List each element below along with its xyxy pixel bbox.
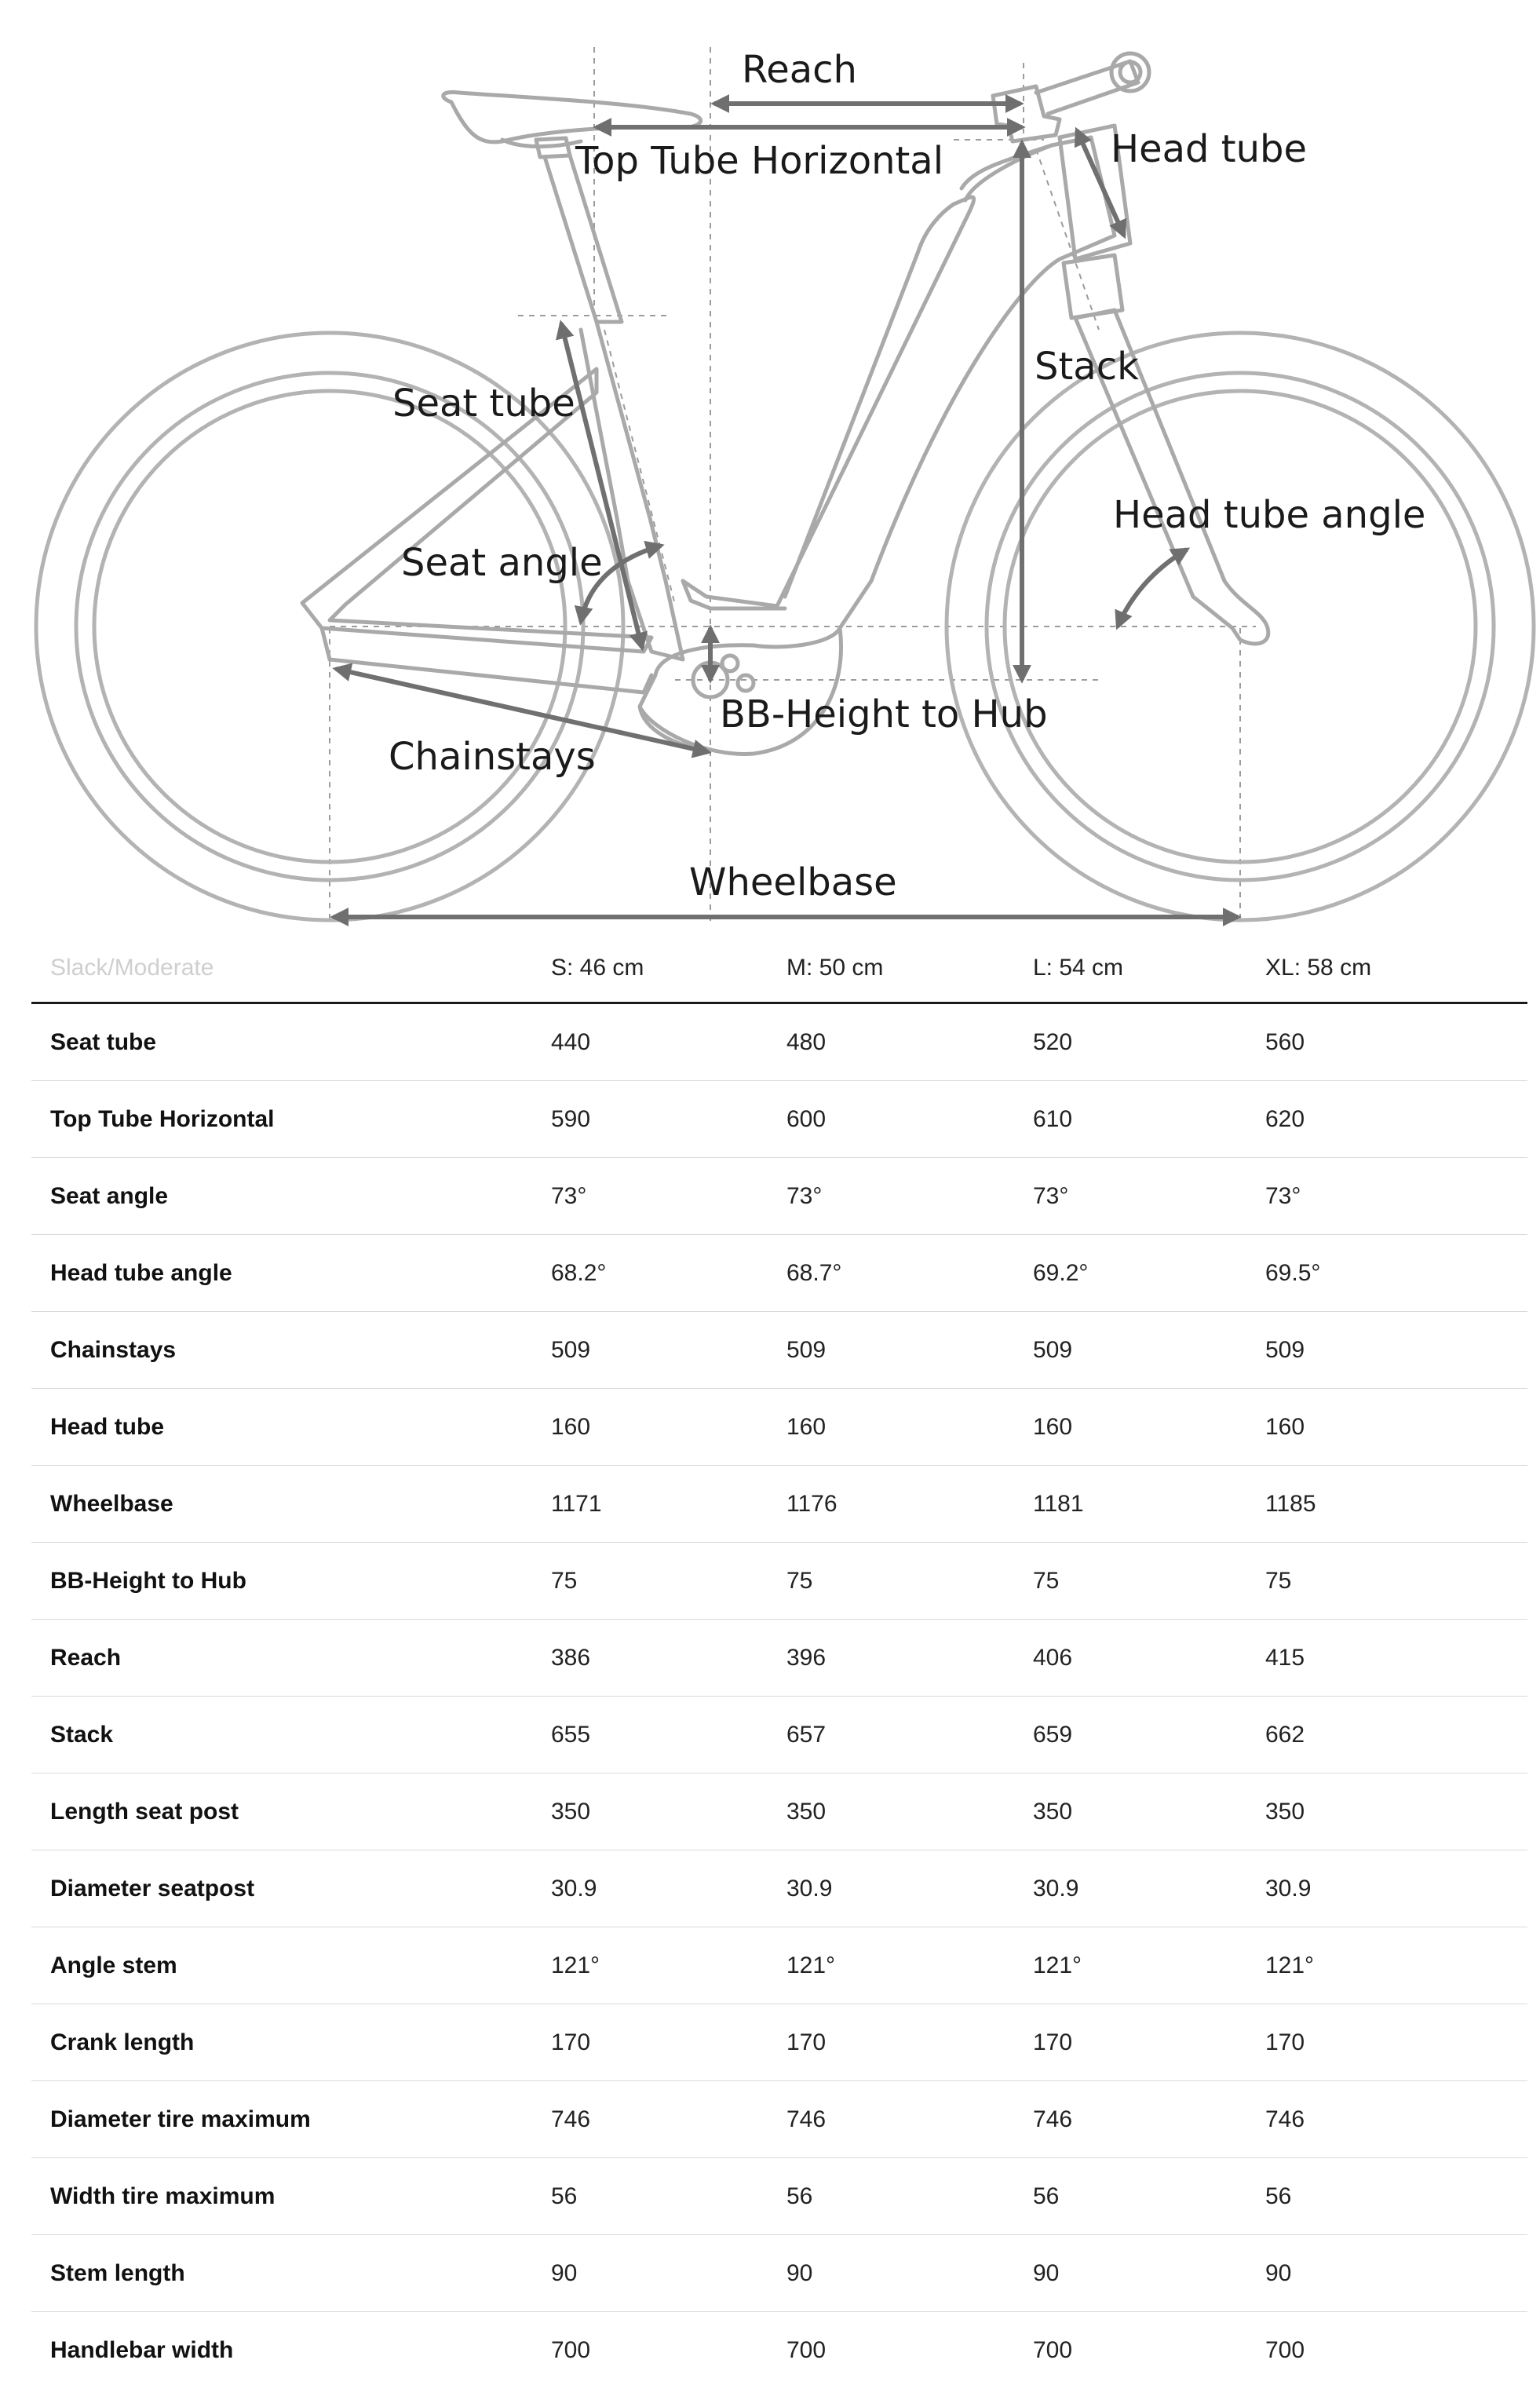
table-cell: 746: [768, 2081, 1014, 2158]
table-cell: 700: [786, 2336, 827, 2363]
table-cell: 590: [532, 1081, 768, 1158]
table-cell: 509: [1246, 1312, 1527, 1389]
table-cell: 520: [1014, 1003, 1246, 1081]
table-cell: 160: [1246, 1389, 1527, 1466]
table-cell: 600: [768, 1081, 1014, 1158]
table-cell: 69.2°: [1014, 1235, 1246, 1312]
table-cell: 170: [1246, 2004, 1527, 2081]
geometry-table: [31, 934, 1527, 2388]
table-cell: 350: [1246, 1774, 1527, 1850]
table-cell: 170: [768, 2004, 1014, 2081]
table-cell: 406: [1014, 1620, 1246, 1697]
table-row: [31, 2081, 1527, 2158]
size-header: XL: 58 cm: [1246, 934, 1527, 1003]
table-row: [31, 1081, 1527, 1158]
table-cell: 75: [1246, 1543, 1527, 1620]
table-cell: 170: [532, 2004, 768, 2081]
table-cell: 160: [768, 1389, 1014, 1466]
table-row: [31, 2004, 1527, 2081]
table-cell: 121°: [1246, 1927, 1527, 2004]
table-cell: 350: [532, 1774, 768, 1850]
row-label: Seat tube: [31, 1003, 532, 1081]
table-cell: 700: [551, 2336, 591, 2363]
size-header: M: 50 cm: [768, 934, 1014, 1003]
table-cell: 68.2°: [532, 1235, 768, 1312]
table-cell: 90: [1014, 2235, 1246, 2312]
label-wheelbase: Wheelbase: [689, 860, 897, 904]
row-label: Angle stem: [31, 1927, 532, 2004]
table-cell: 90: [1246, 2235, 1527, 2312]
table-row: [31, 1003, 1527, 1081]
row-label: Diameter tire maximum: [31, 2081, 532, 2158]
table-cell: 69.5°: [1246, 1235, 1527, 1312]
diagram-labels: [389, 48, 1425, 904]
table-cell: 662: [1246, 1697, 1527, 1774]
row-label: Wheelbase: [31, 1466, 532, 1543]
row-label: Head tube: [31, 1389, 532, 1466]
table-cell: 90: [768, 2235, 1014, 2312]
table-cell: 30.9: [532, 1850, 768, 1927]
table-cell: 75: [1014, 1543, 1246, 1620]
label-bb-height-to-hub: BB-Height to Hub: [720, 692, 1048, 736]
table-cell: 68.7°: [768, 1235, 1014, 1312]
table-row: [31, 1466, 1527, 1543]
table-cell: 746: [1014, 2081, 1246, 2158]
table-cell: 396: [768, 1620, 1014, 1697]
label-seat-tube: Seat tube: [392, 382, 575, 426]
table-cell: 350: [768, 1774, 1014, 1850]
table-cell: 56: [532, 2158, 768, 2235]
table-cell: 56: [1014, 2158, 1246, 2235]
row-label: Diameter seatpost: [31, 1850, 532, 1927]
table-row: [31, 1774, 1527, 1850]
table-cell: 659: [1014, 1697, 1246, 1774]
table-cell: 30.9: [768, 1850, 1014, 1927]
table-cell: 75: [532, 1543, 768, 1620]
table-cell: 509: [768, 1312, 1014, 1389]
row-label: Reach: [31, 1620, 532, 1697]
label-head-tube: Head tube: [1111, 127, 1308, 171]
table-cell: 1181: [1014, 1466, 1246, 1543]
table-cell: 350: [1014, 1774, 1246, 1850]
table-cell: 480: [768, 1003, 1014, 1081]
row-label: Chainstays: [31, 1312, 532, 1389]
table-row: [31, 1312, 1527, 1389]
table-cell: 90: [532, 2235, 768, 2312]
row-label: Crank length: [31, 2004, 532, 2081]
size-header: S: 46 cm: [532, 934, 768, 1003]
row-label: Seat angle: [31, 1158, 532, 1235]
label-head-tube-angle: Head tube angle: [1113, 493, 1426, 537]
table-row: [31, 2158, 1527, 2235]
label-reach: Reach: [742, 48, 857, 92]
table-cell: 746: [532, 2081, 768, 2158]
label-chainstays: Chainstays: [389, 735, 596, 779]
table-cell: 700: [1033, 2336, 1073, 2363]
table-row: [31, 2312, 1527, 2389]
table-cell: 73°: [532, 1158, 768, 1235]
table-row: [31, 1235, 1527, 1312]
table-row: [31, 1927, 1527, 2004]
table-cell: 56: [1246, 2158, 1527, 2235]
table-cell: 657: [768, 1697, 1014, 1774]
table-cell: 610: [1014, 1081, 1246, 1158]
row-label: Stem length: [31, 2235, 532, 2312]
table-cell: 30.9: [1246, 1850, 1527, 1927]
row-label: Length seat post: [31, 1774, 532, 1850]
table-cell: 1176: [768, 1466, 1014, 1543]
table-row: [31, 1850, 1527, 1927]
table-corner-label: Slack/Moderate: [31, 934, 532, 1003]
table-cell: 73°: [768, 1158, 1014, 1235]
table-cell: 386: [532, 1620, 768, 1697]
row-label: Top Tube Horizontal: [31, 1081, 532, 1158]
label-top-tube-horizontal: Top Tube Horizontal: [575, 139, 944, 183]
table-cell: 160: [532, 1389, 768, 1466]
table-cell: 121°: [768, 1927, 1014, 2004]
table-row: [31, 1543, 1527, 1620]
table-cell: 655: [532, 1697, 768, 1774]
table-row: [31, 1620, 1527, 1697]
bike-geometry-diagram: [0, 0, 1540, 934]
table-row: [31, 1697, 1527, 1774]
label-stack: Stack: [1035, 345, 1139, 389]
row-label: Head tube angle: [31, 1235, 532, 1312]
table-cell: 73°: [1014, 1158, 1246, 1235]
size-header: L: 54 cm: [1014, 934, 1246, 1003]
table-cell: 121°: [532, 1927, 768, 2004]
measurement-arrows: [334, 104, 1238, 917]
label-seat-angle: Seat angle: [401, 541, 603, 585]
table-cell: 160: [1014, 1389, 1246, 1466]
table-cell: 509: [1014, 1312, 1246, 1389]
table-cell: 700: [1265, 2336, 1305, 2363]
table-row: [31, 1158, 1527, 1235]
table-cell: 1185: [1246, 1466, 1527, 1543]
table-cell: 121°: [1014, 1927, 1246, 2004]
table-cell: 1171: [532, 1466, 768, 1543]
table-cell: 30.9: [1014, 1850, 1246, 1927]
table-header-row: [31, 934, 1527, 1003]
table-row: [31, 1389, 1527, 1466]
table-cell: 56: [768, 2158, 1014, 2235]
row-label: Handlebar width: [50, 2336, 234, 2363]
row-label: Stack: [31, 1697, 532, 1774]
table-cell: 415: [1246, 1620, 1527, 1697]
table-cell: 75: [768, 1543, 1014, 1620]
table-cell: 620: [1246, 1081, 1527, 1158]
table-cell: 170: [1014, 2004, 1246, 2081]
table-row: [31, 2235, 1527, 2312]
table-cell: 509: [532, 1312, 768, 1389]
table-cell: 440: [532, 1003, 768, 1081]
table-cell: 560: [1246, 1003, 1527, 1081]
row-label: BB-Height to Hub: [31, 1543, 532, 1620]
table-cell: 746: [1246, 2081, 1527, 2158]
table-cell: 73°: [1246, 1158, 1527, 1235]
row-label: Width tire maximum: [31, 2158, 532, 2235]
